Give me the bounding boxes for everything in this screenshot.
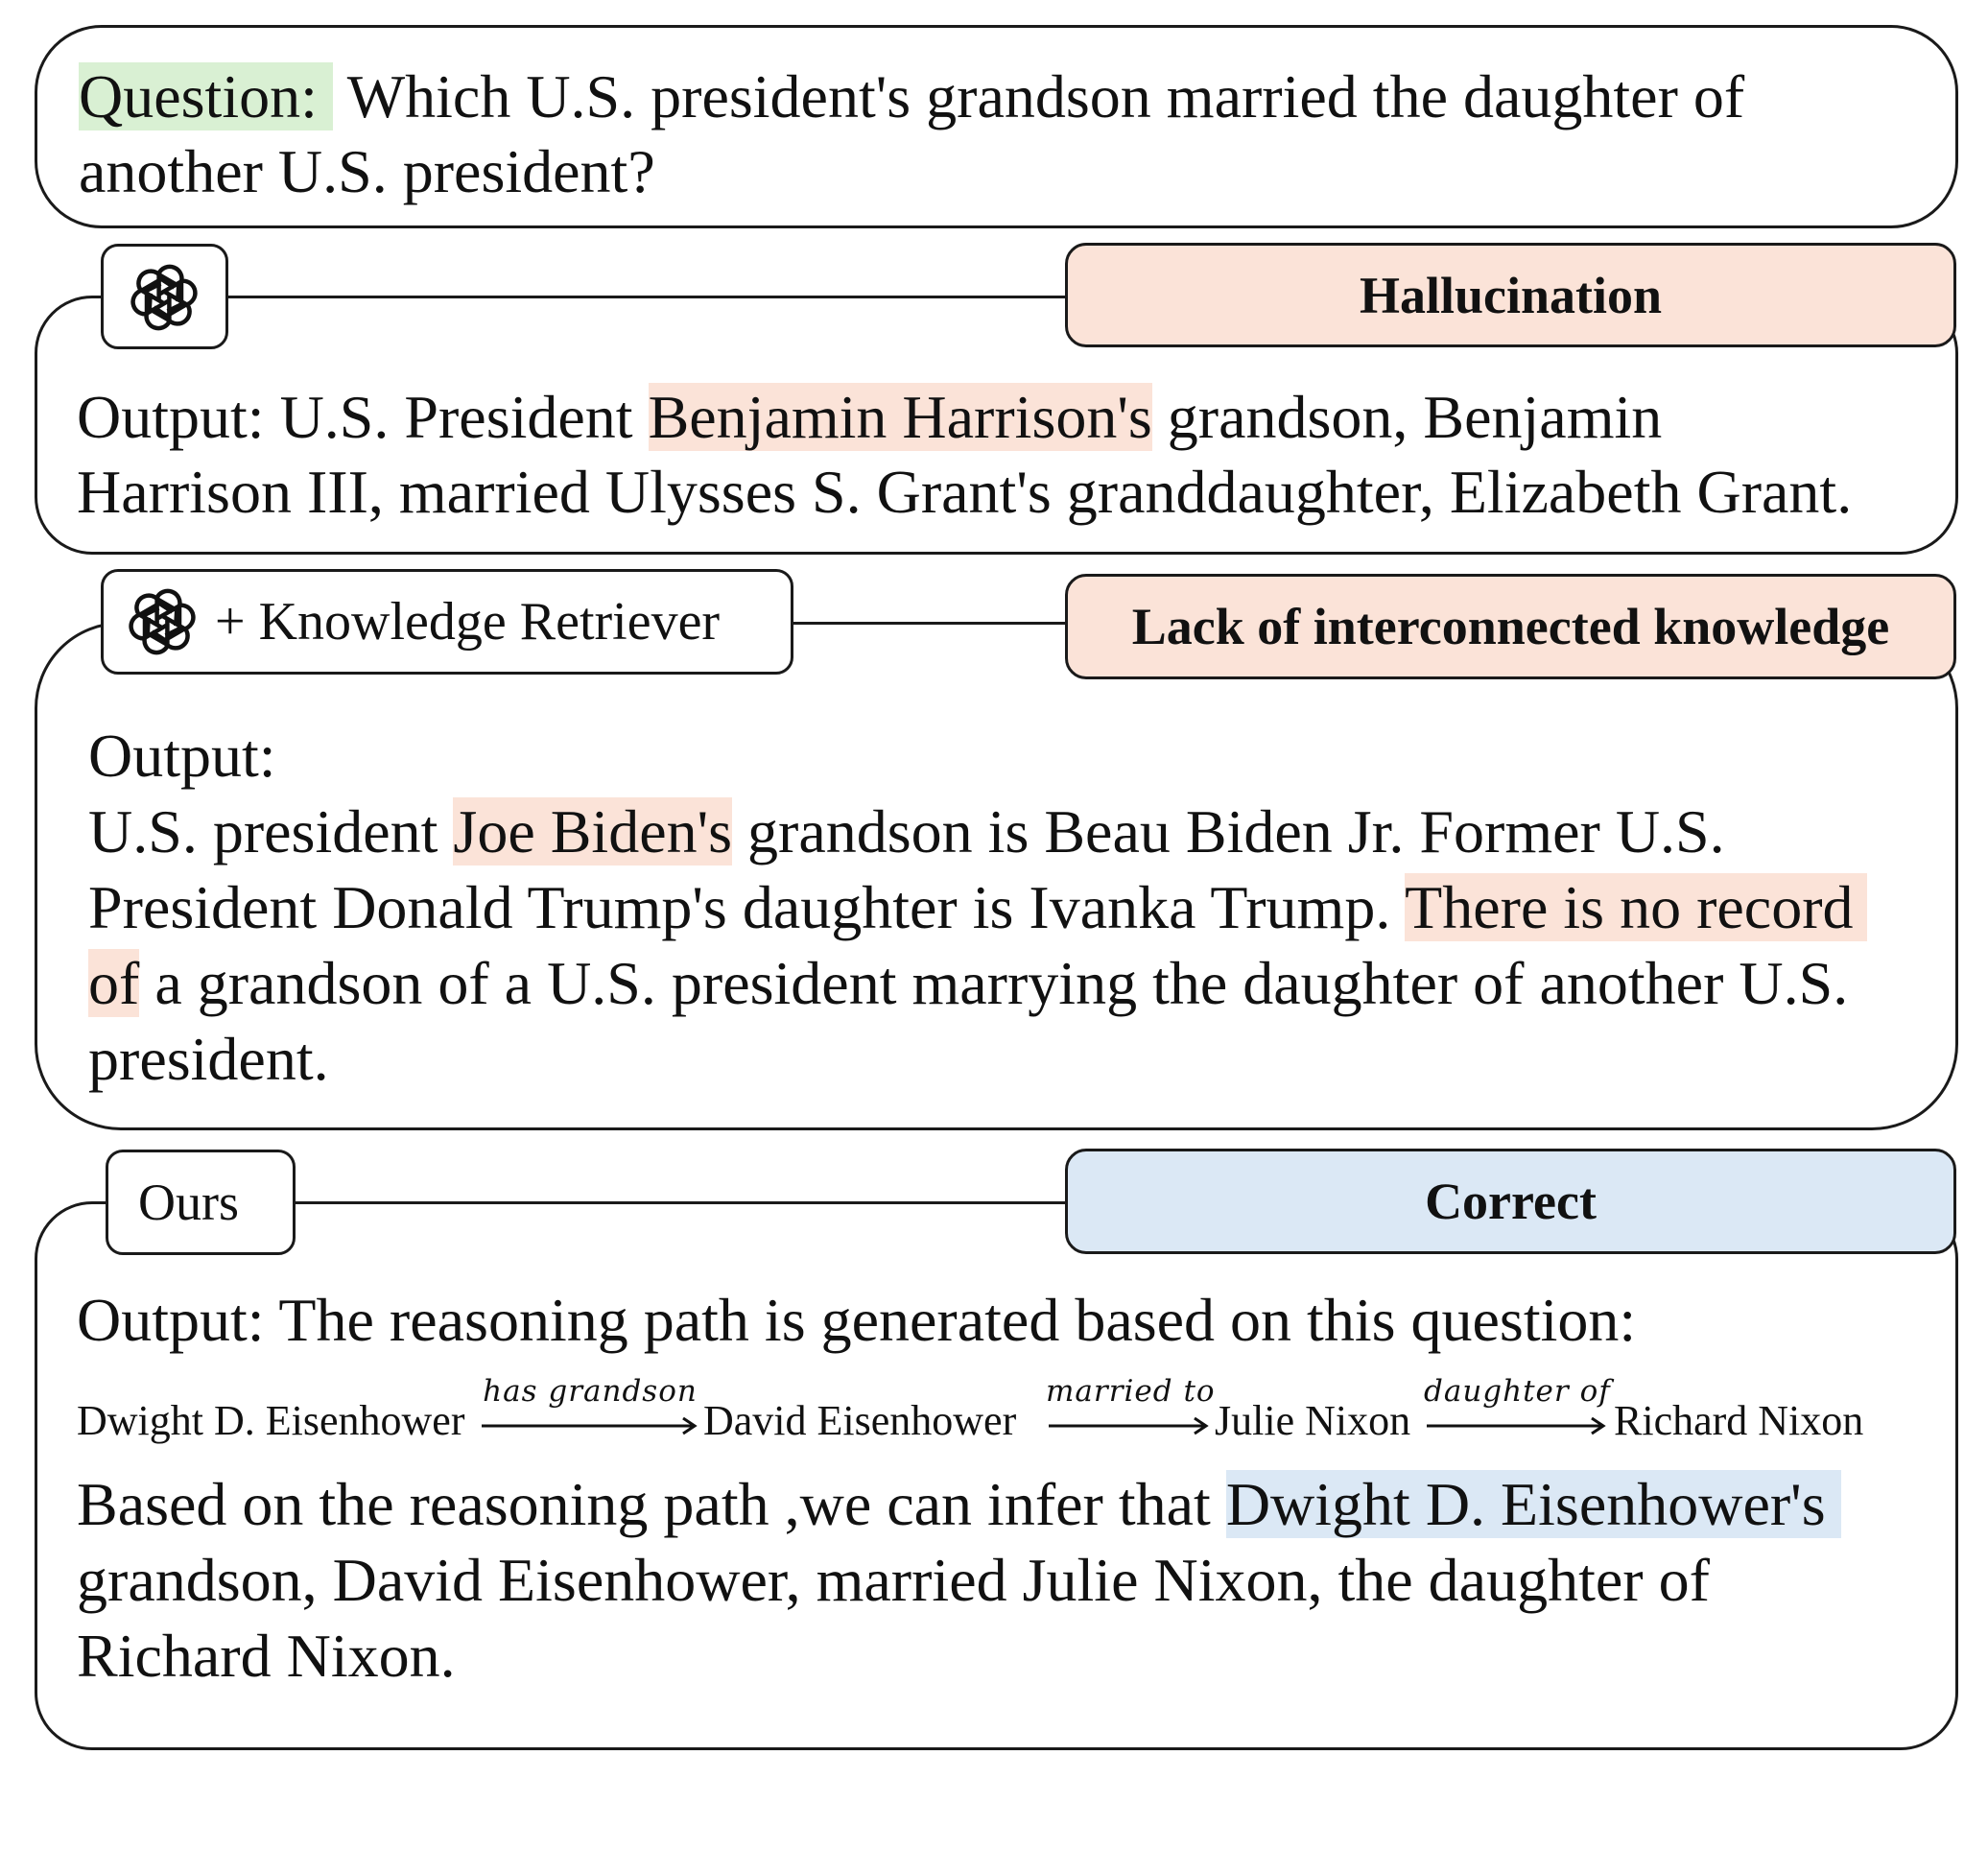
ours-output-intro: Output: The reasoning path is generated based on this question: [77,1286,1637,1354]
ours-conclusion-line2: grandson, David Eisenhower, married Julie Nixon, the daughter of [77,1546,1710,1614]
llm-output-prefix: Output: U.S. President [77,383,649,451]
openai-logo-icon [125,263,203,332]
retriever-connector-line [791,622,1069,625]
ours-conclusion-line3: Richard Nixon. [77,1622,456,1690]
llm-highlight-error: Benjamin Harrison's [648,383,1152,451]
ours-conclusion-pre: Based on the reasoning path ,we can infer that [77,1470,1226,1538]
openai-logo-icon [123,587,201,656]
question-label: Question: [79,62,333,130]
path-node-richard: Richard Nixon [1614,1397,1864,1444]
question-line1: Which U.S. president's grandson married the daughter of [332,62,1745,130]
path-relation-has-grandson: has grandson [483,1374,698,1409]
retriever-highlight-biden: Joe Biden's [453,797,733,866]
llm-output-line2: Harrison III, married Ulysses S. Grant's granddaughter, Elizabeth Grant. [77,458,1853,526]
question-text [79,59,1902,209]
retriever-line1-pre: U.S. president [88,797,454,866]
llm-output-rest: grandson, Benjamin [1151,383,1663,451]
llm-connector-line [226,296,1067,298]
path-relation-daughter-of: daughter of [1424,1374,1611,1409]
path-arrow-2 [1049,1407,1210,1445]
retriever-output-label: Output: [88,722,276,790]
retriever-line3-post: a grandson of a U.S. president marrying the daughter of another U.S. [139,949,1849,1017]
ours-tag-label: Ours [138,1174,239,1231]
path-node-david: David Eisenhower [703,1397,1017,1444]
path-relation-married-to: married to [1046,1374,1216,1409]
path-arrow-1 [482,1407,698,1445]
llm-output-text [77,380,1948,530]
retriever-highlight-of: of [88,949,140,1017]
retriever-line4: president. [88,1025,329,1093]
retriever-tag-label: + Knowledge Retriever [215,592,721,652]
retriever-highlight-no-record: There is no record [1405,873,1866,941]
retriever-output-text [88,718,1950,1097]
correct-badge: Correct [1065,1149,1956,1254]
path-node-eisenhower: Dwight D. Eisenhower [77,1397,465,1444]
hallucination-badge: Hallucination [1065,243,1956,347]
ours-connector-line [294,1201,1067,1204]
ours-conclusion-text [77,1466,1957,1694]
question-line2: another U.S. president? [79,137,655,205]
lack-knowledge-badge: Lack of interconnected knowledge [1065,574,1956,679]
retriever-line1-post: grandson is Beau Biden Jr. Former U.S. [732,797,1725,866]
path-node-julie: Julie Nixon [1215,1397,1411,1444]
retriever-line2-pre: President Donald Trump's daughter is Ivanka Trump. [88,873,1406,941]
path-arrow-3 [1427,1407,1607,1445]
ours-highlight-eisenhower: Dwight D. Eisenhower's [1226,1470,1841,1538]
